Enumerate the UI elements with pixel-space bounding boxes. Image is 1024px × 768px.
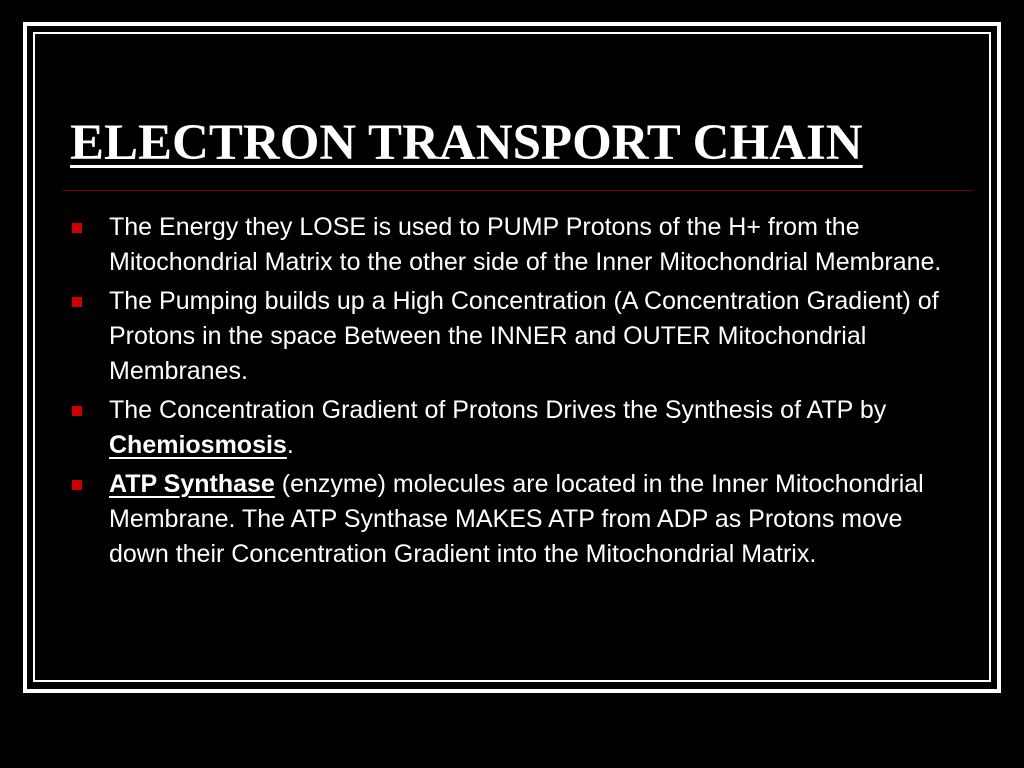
bullet-list: [70, 210, 950, 576]
bullet-text: The Pumping builds up a High Concentration (A Concentration Gradient) of Protons in the space Between the INNER and OUTER Mitochondrial Membranes.: [109, 287, 939, 385]
bullet-text: The Concentration Gradient of Protons Drives the Synthesis of ATP by: [109, 396, 887, 424]
title-divider: [62, 190, 974, 191]
atp-synthase-term: ATP Synthase: [109, 470, 275, 498]
bullet-item: [70, 210, 950, 280]
square-bullet-icon: [72, 406, 82, 416]
bullet-item: [70, 284, 950, 389]
bullet-text: (enzyme) molecules are located in the Inner Mitochondrial Membrane. The ATP Synthase MAKES ATP from ADP as Protons move down their Concentration Gradient into the Mitochondrial Matrix.: [109, 470, 924, 568]
square-bullet-icon: [72, 223, 82, 233]
bullet-item: [70, 393, 950, 463]
bullet-item: [70, 467, 950, 572]
chemiosmosis-term: Chemiosmosis: [109, 431, 287, 459]
square-bullet-icon: [72, 297, 82, 307]
square-bullet-icon: [72, 480, 82, 490]
slide-title: [70, 112, 970, 174]
bullet-text: The Energy they LOSE is used to PUMP Protons of the H+ from the Mitochondrial Matrix to the other side of the Inner Mitochondrial Membrane.: [109, 213, 942, 276]
bullet-text-end: .: [286, 431, 294, 459]
slide-title-text: ELECTRON TRANSPORT CHAIN: [70, 115, 863, 171]
